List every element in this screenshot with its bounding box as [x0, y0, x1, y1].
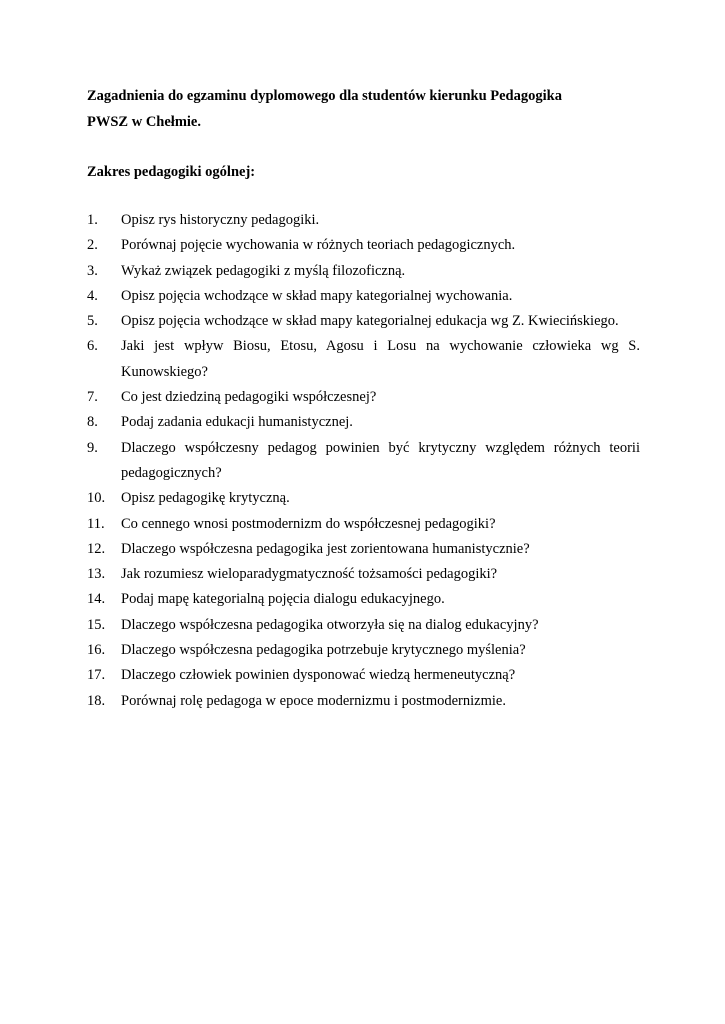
question-number: 2. — [87, 237, 98, 254]
question-number: 7. — [87, 389, 98, 406]
section-heading: Zakres pedagogiki ogólnej: — [87, 164, 256, 180]
question-text: Podaj zadania edukacji humanistycznej. — [121, 414, 353, 431]
question-number: 8. — [87, 414, 98, 431]
question-text: Podaj mapę kategorialną pojęcia dialogu edukacyjnego. — [121, 591, 445, 608]
question-text: Co jest dziedziną pedagogiki współczesnej? — [121, 389, 377, 406]
question-item — [87, 410, 640, 435]
question-text: Opisz pojęcia wchodzące w skład mapy kategorialnej edukacja wg Z. Kwiecińskiego. — [121, 313, 619, 330]
question-item — [87, 208, 640, 233]
question-item — [87, 512, 640, 537]
question-text: Opisz rys historyczny pedagogiki. — [121, 212, 320, 228]
question-text: Wykaż związek pedagogiki z myślą filozoficzną. — [121, 262, 406, 279]
question-text: Dlaczego współczesna pedagogika potrzebuje krytycznego myślenia? — [121, 642, 526, 659]
question-text: Opisz pojęcia wchodzące w skład mapy kategorialnej wychowania. — [121, 287, 513, 304]
question-number: 18. — [87, 692, 106, 709]
question-number: 1. — [87, 212, 98, 228]
question-number: 6. — [87, 338, 98, 355]
question-item — [87, 385, 640, 410]
question-item — [87, 284, 640, 309]
question-item — [87, 663, 640, 688]
document-body — [87, 87, 640, 714]
question-number: 13. — [87, 566, 106, 583]
question-text: Porównaj pojęcie wychowania w różnych teoriach pedagogicznych. — [121, 237, 516, 254]
question-number: 15. — [87, 616, 106, 633]
question-item — [87, 233, 640, 258]
question-item — [87, 486, 640, 511]
question-text: Dlaczego współczesna pedagogika jest zorientowana humanistycznie? — [121, 540, 530, 557]
question-number: 3. — [87, 262, 98, 279]
question-text: Dlaczego człowiek powinien dysponować wiedzą hermeneutyczną? — [121, 667, 516, 684]
question-number: 17. — [87, 667, 106, 684]
question-item — [87, 259, 640, 284]
document-title-line-1: Zagadnienia do egzaminu dyplomowego dla studentów kierunku Pedagogika — [87, 88, 562, 104]
question-number: 12. — [87, 540, 106, 557]
question-item — [87, 334, 640, 385]
question-number: 14. — [87, 591, 106, 608]
question-number: 10. — [87, 490, 106, 507]
question-item — [87, 638, 640, 663]
question-item — [87, 587, 640, 612]
question-text: Dlaczego współczesny pedagog powinien być krytyczny względem różnych teorii pedagogicznych? — [121, 439, 640, 481]
question-number: 16. — [87, 642, 106, 659]
question-text: Dlaczego współczesna pedagogika otworzyła się na dialog edukacyjny? — [121, 616, 539, 633]
question-text: Jak rozumiesz wieloparadygmatyczność tożsamości pedagogiki? — [121, 566, 498, 583]
document-title-line-2: PWSZ w Chełmie. — [87, 114, 201, 130]
question-text: Jaki jest wpływ Biosu, Etosu, Agosu i Losu na wychowanie człowieka wg S. Kunowskiego? — [121, 338, 640, 380]
question-item — [87, 537, 640, 562]
question-number: 11. — [87, 515, 105, 532]
question-text: Co cennego wnosi postmodernizm do współczesnej pedagogiki? — [121, 515, 496, 532]
question-text: Opisz pedagogikę krytyczną. — [121, 490, 290, 507]
question-list — [87, 208, 640, 714]
question-number: 9. — [87, 439, 98, 456]
question-item — [87, 689, 640, 714]
question-number: 5. — [87, 313, 98, 330]
question-text: Porównaj rolę pedagoga w epoce modernizmu i postmodernizmie. — [121, 692, 506, 709]
question-item — [87, 436, 640, 487]
question-item — [87, 309, 640, 334]
question-item — [87, 613, 640, 638]
question-item — [87, 562, 640, 587]
question-number: 4. — [87, 287, 98, 304]
